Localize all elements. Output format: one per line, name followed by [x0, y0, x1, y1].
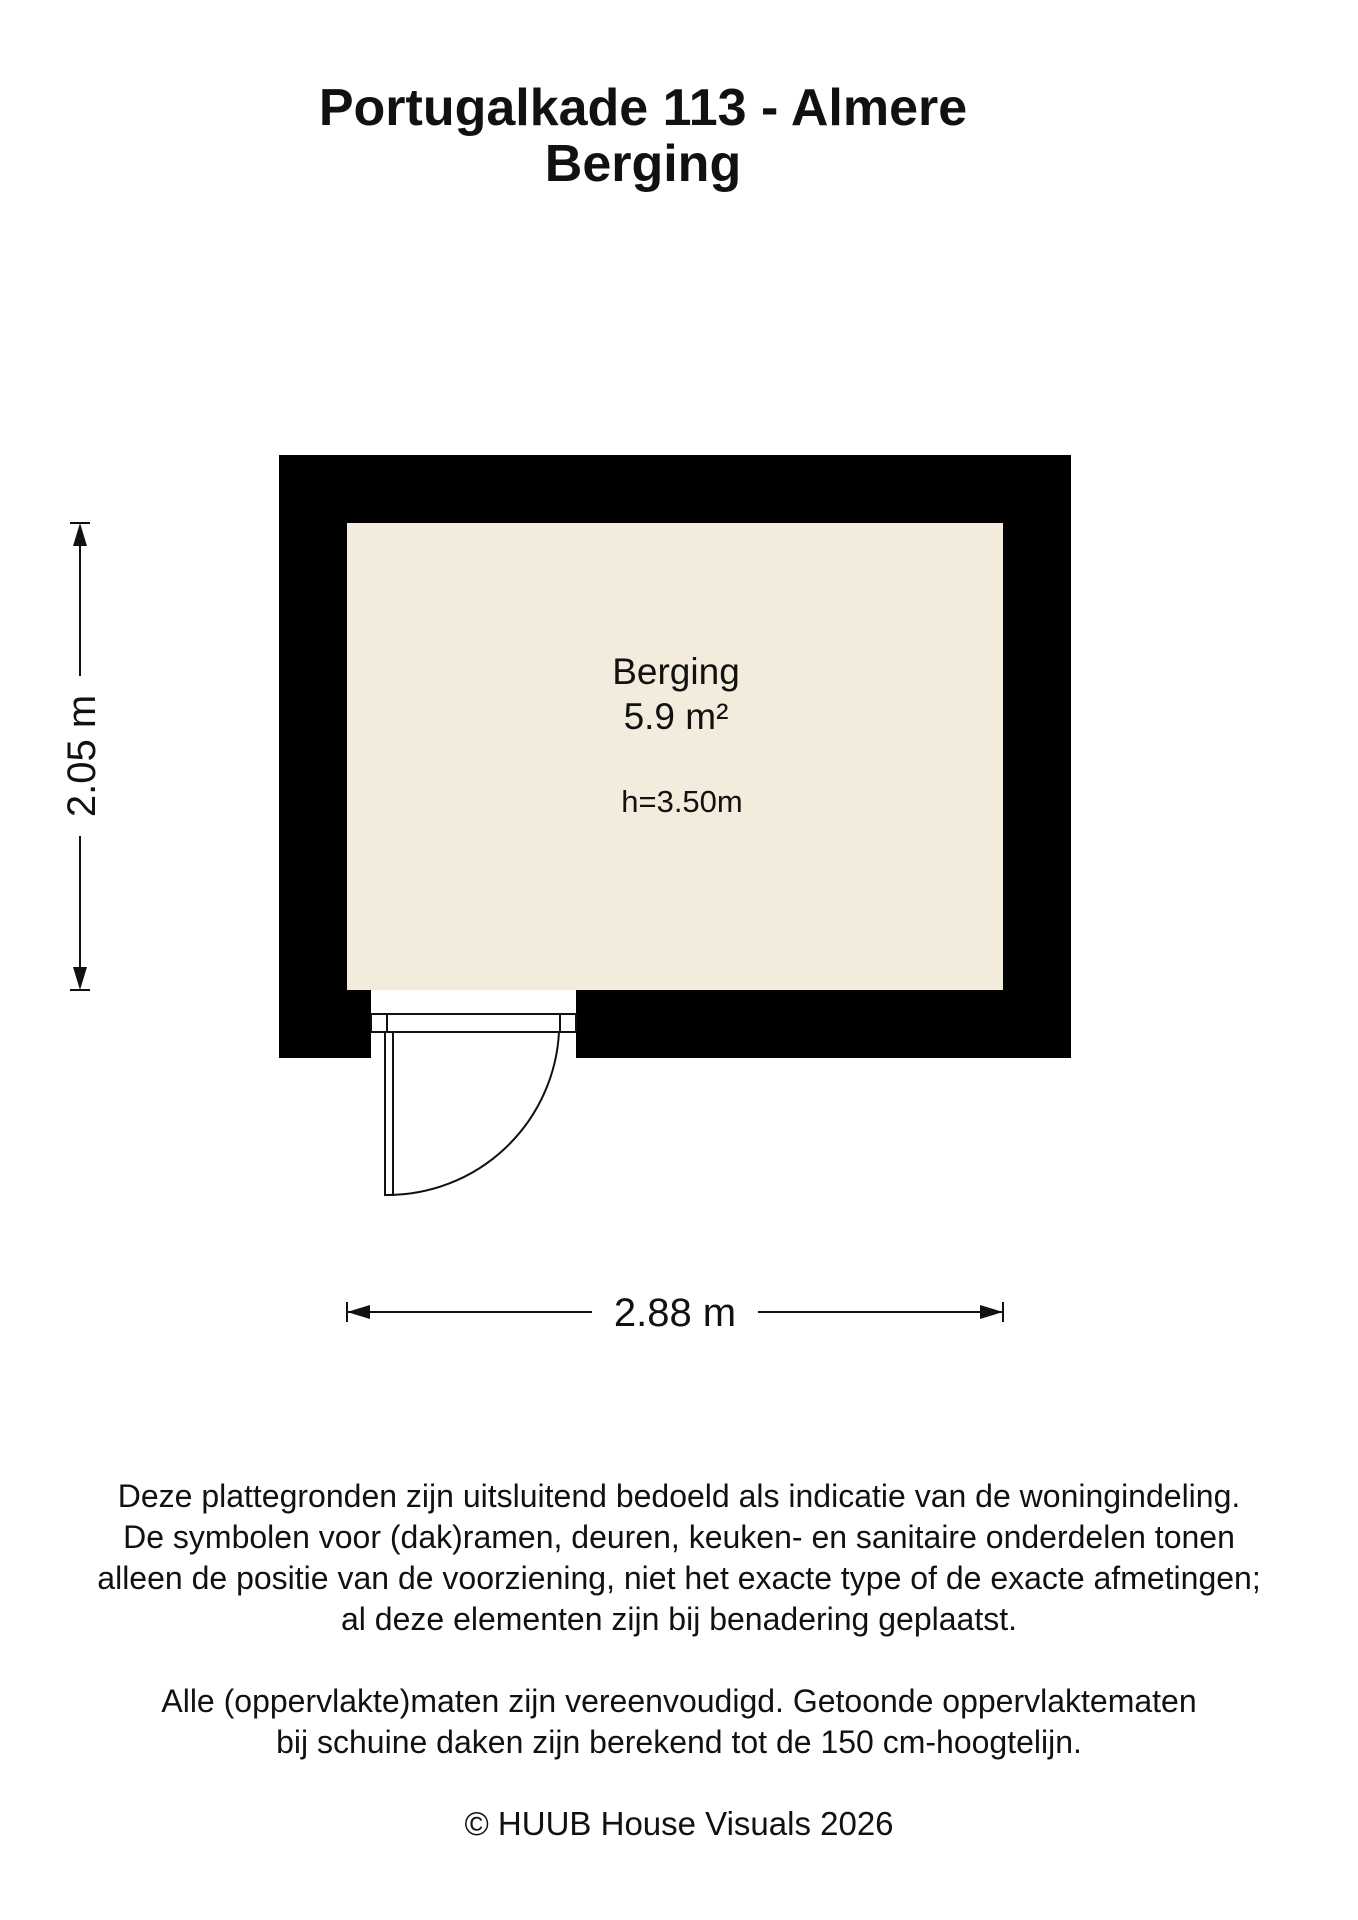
disclaimer-line: bij schuine daken zijn berekend tot de 150 cm-hoogtelijn. — [276, 1724, 1082, 1760]
depth-dimension — [60, 523, 104, 990]
floor-title: Berging — [544, 135, 742, 193]
room-floor — [347, 523, 1003, 990]
disclaimer-line: De symbolen voor (dak)ramen, deuren, keuken- en sanitaire onderdelen tonen — [123, 1519, 1235, 1555]
room-height: h=3.50m — [621, 784, 743, 819]
width-label: 2.88 m — [613, 1291, 737, 1335]
door-opening — [371, 990, 576, 1058]
address-title: Portugalkade 113 - Almere — [318, 79, 968, 137]
copyright: © HUUB House Visuals 2026 — [464, 1805, 894, 1842]
room-name: Berging — [612, 651, 740, 692]
depth-arrow-top — [73, 523, 87, 546]
disclaimer-paragraph-1 — [0, 1476, 1358, 1640]
disclaimer-line: al deze elementen zijn bij benadering geplaatst. — [340, 1601, 1017, 1637]
disclaimer-line: Deze plattegronden zijn uitsluitend bedoeld als indicatie van de woningindeling. — [117, 1478, 1241, 1514]
width-arrow-right — [980, 1305, 1003, 1319]
disclaimer-line: alleen de positie van de voorziening, niet het exacte type of de exacte afmetingen; — [97, 1560, 1261, 1596]
disclaimer-line: Alle (oppervlakte)maten zijn vereenvoudigd. Getoonde oppervlaktematen — [161, 1683, 1197, 1719]
room-area: 5.9 m² — [623, 696, 729, 737]
depth-label: 2.05 m — [60, 694, 104, 818]
width-dimension — [347, 1291, 1003, 1335]
width-arrow-left — [347, 1305, 370, 1319]
depth-arrow-bottom — [73, 967, 87, 990]
disclaimer-paragraph-2 — [0, 1681, 1358, 1763]
